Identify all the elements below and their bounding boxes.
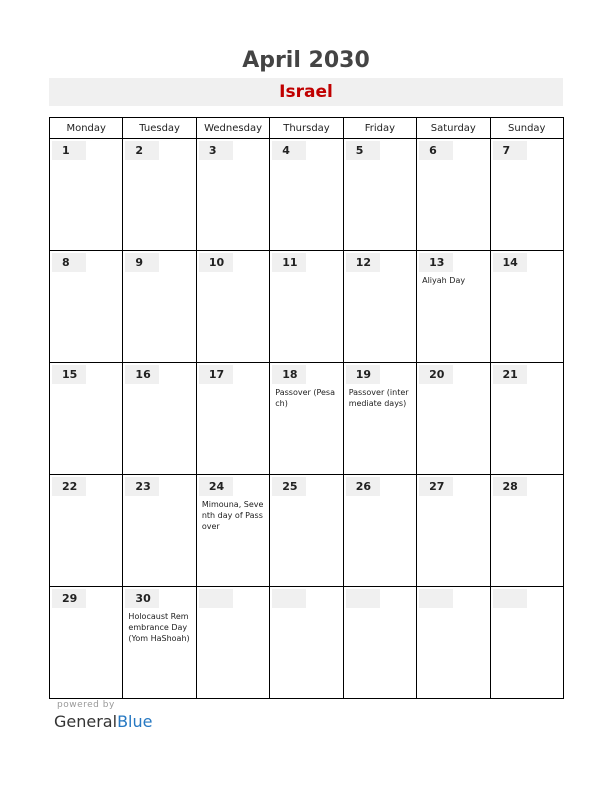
day-cell bbox=[50, 587, 123, 699]
day-number: 13 bbox=[419, 253, 453, 272]
day-cell bbox=[490, 587, 563, 699]
day-cell bbox=[490, 363, 563, 475]
day-number: 8 bbox=[52, 253, 86, 272]
weekday-header-row bbox=[50, 118, 564, 139]
week-row bbox=[50, 139, 564, 251]
day-cell bbox=[270, 475, 343, 587]
day-cell bbox=[417, 251, 490, 363]
day-number bbox=[419, 589, 453, 608]
weekday-thursday: Thursday bbox=[270, 118, 343, 139]
day-cell bbox=[343, 251, 416, 363]
weekday-tuesday: Tuesday bbox=[123, 118, 196, 139]
day-number: 26 bbox=[346, 477, 380, 496]
holiday-label: Passover (Pesach) bbox=[275, 388, 336, 408]
day-cell bbox=[123, 475, 196, 587]
week-row bbox=[50, 475, 564, 587]
day-cell bbox=[123, 363, 196, 475]
day-cell bbox=[196, 475, 269, 587]
weekday-saturday: Saturday bbox=[417, 118, 490, 139]
day-number: 2 bbox=[125, 141, 159, 160]
day-number: 12 bbox=[346, 253, 380, 272]
day-number: 9 bbox=[125, 253, 159, 272]
day-cell bbox=[490, 251, 563, 363]
day-number: 29 bbox=[52, 589, 86, 608]
day-number: 4 bbox=[272, 141, 306, 160]
brand-general-text: General bbox=[54, 712, 118, 731]
day-number: 18 bbox=[272, 365, 306, 384]
week-row bbox=[50, 587, 564, 699]
day-number: 27 bbox=[419, 477, 453, 496]
day-cell bbox=[270, 587, 343, 699]
day-cell bbox=[343, 475, 416, 587]
day-number: 21 bbox=[493, 365, 527, 384]
day-number: 15 bbox=[52, 365, 86, 384]
day-cell bbox=[196, 363, 269, 475]
day-number: 16 bbox=[125, 365, 159, 384]
day-number: 10 bbox=[199, 253, 233, 272]
calendar-grid bbox=[49, 117, 564, 699]
day-cell bbox=[417, 475, 490, 587]
week-row bbox=[50, 251, 564, 363]
day-number: 1 bbox=[52, 141, 86, 160]
day-cell bbox=[490, 139, 563, 251]
day-number: 14 bbox=[493, 253, 527, 272]
day-cell bbox=[417, 139, 490, 251]
holiday-label: Mimouna, Seventh day of Passover bbox=[201, 500, 264, 531]
day-cell bbox=[417, 587, 490, 699]
country-name: Israel bbox=[49, 78, 563, 106]
day-number bbox=[493, 589, 527, 608]
day-number: 25 bbox=[272, 477, 306, 496]
day-number: 11 bbox=[272, 253, 306, 272]
day-number: 23 bbox=[125, 477, 159, 496]
day-cell bbox=[196, 251, 269, 363]
day-number: 22 bbox=[52, 477, 86, 496]
day-number: 6 bbox=[419, 141, 453, 160]
brand-logo bbox=[54, 712, 152, 732]
day-number bbox=[272, 589, 306, 608]
day-cell bbox=[123, 587, 196, 699]
day-number: 5 bbox=[346, 141, 380, 160]
holiday-label: Aliyah Day bbox=[422, 276, 466, 285]
weekday-monday: Monday bbox=[50, 118, 123, 139]
day-cell bbox=[196, 139, 269, 251]
day-number bbox=[346, 589, 380, 608]
day-cell bbox=[50, 475, 123, 587]
day-cell bbox=[50, 139, 123, 251]
holiday-label: Passover (intermediate days) bbox=[348, 388, 409, 408]
day-number: 17 bbox=[199, 365, 233, 384]
weekday-sunday: Sunday bbox=[490, 118, 563, 139]
day-cell bbox=[50, 363, 123, 475]
day-cell bbox=[490, 475, 563, 587]
day-number: 7 bbox=[493, 141, 527, 160]
day-number: 30 bbox=[125, 589, 159, 608]
day-cell bbox=[123, 139, 196, 251]
day-number: 19 bbox=[346, 365, 380, 384]
day-cell bbox=[343, 587, 416, 699]
day-number bbox=[199, 589, 233, 608]
day-cell bbox=[270, 139, 343, 251]
day-cell bbox=[50, 251, 123, 363]
brand-blue-text: Blue bbox=[117, 712, 153, 731]
day-cell bbox=[270, 251, 343, 363]
day-cell bbox=[270, 363, 343, 475]
weekday-friday: Friday bbox=[343, 118, 416, 139]
holiday-label: Holocaust Remembrance Day (Yom HaShoah) bbox=[128, 612, 190, 643]
week-row bbox=[50, 363, 564, 475]
day-cell bbox=[123, 251, 196, 363]
day-cell bbox=[417, 363, 490, 475]
day-cell bbox=[343, 363, 416, 475]
day-number: 24 bbox=[199, 477, 233, 496]
powered-by-text: powered by bbox=[57, 700, 115, 710]
day-number: 28 bbox=[493, 477, 527, 496]
weekday-wednesday: Wednesday bbox=[196, 118, 269, 139]
calendar-title: April 2030 bbox=[242, 48, 370, 73]
day-number: 3 bbox=[199, 141, 233, 160]
day-cell bbox=[343, 139, 416, 251]
day-cell bbox=[196, 587, 269, 699]
day-number: 20 bbox=[419, 365, 453, 384]
